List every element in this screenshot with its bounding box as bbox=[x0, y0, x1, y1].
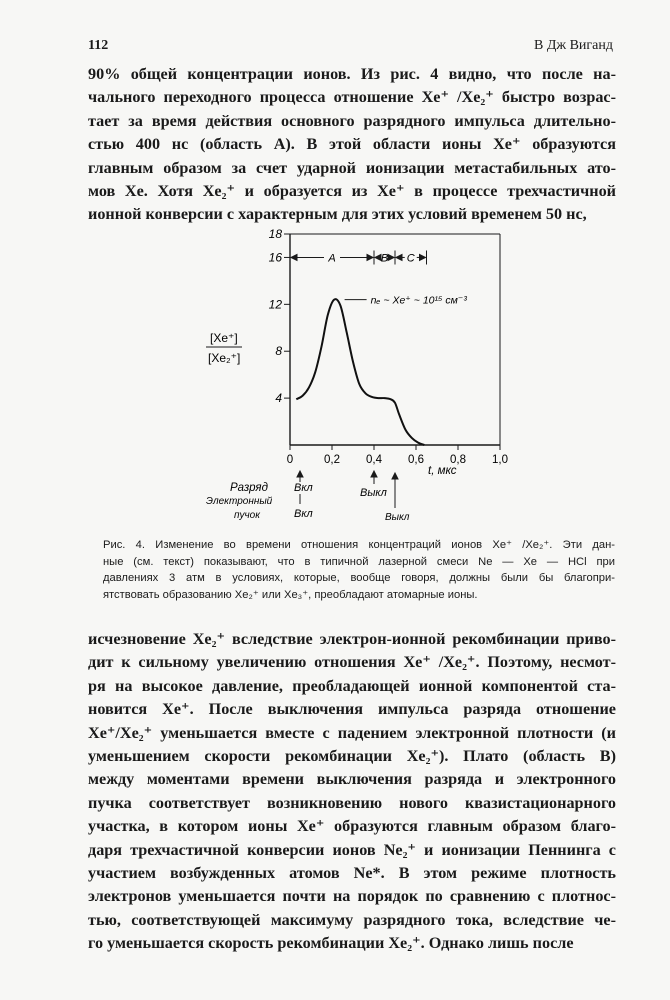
x-tick-label: 0,4 bbox=[366, 454, 382, 466]
caption-line: ные (см. текст) показывают, что в типичной лазерной смеси Ne — Xe — HCl при bbox=[103, 555, 615, 568]
ratio-curve bbox=[296, 299, 424, 445]
page-number: 112 bbox=[88, 38, 109, 53]
x-tick-label: 0,8 bbox=[450, 454, 466, 466]
caption-line: ятствовать образованию Xe₂⁺ или Xe₃⁺, преобладают атомарные ионы. bbox=[103, 588, 478, 601]
text-line: участка, в котором ионы Xe⁺ образуются главным образом благо- bbox=[88, 817, 616, 836]
text-line: 90% общей концентрации ионов. Из рис. 4 видно, что после на- bbox=[88, 65, 616, 83]
region-c-label: C bbox=[406, 252, 415, 265]
arrowhead bbox=[291, 254, 297, 260]
paragraph-bottom bbox=[88, 628, 616, 956]
y-tick-label: 4 bbox=[275, 391, 282, 406]
caption-line: давлениях 3 атм в условиях, которые, вообще говоря, должны были бы благопри- bbox=[103, 572, 615, 585]
figure-4-chart bbox=[200, 226, 530, 526]
y-tick-label: 12 bbox=[268, 297, 282, 312]
x-tick-label: 1,0 bbox=[492, 454, 508, 466]
text-line: пучка соответствует возникновению нового квазистационарного bbox=[88, 793, 616, 812]
text-line: Xe⁺/Xe₂⁺ уменьшается вместе с падением электронной плотности (и bbox=[88, 723, 616, 742]
arrowhead bbox=[396, 254, 402, 260]
text-line: дит к сильному увеличению отношения Xe⁺ /Xe₂⁺. Поэтому, несмот- bbox=[88, 653, 616, 672]
beam-label-2: пучок bbox=[234, 510, 260, 521]
text-line: новится Xe⁺. После выключения импульса разряда отношение bbox=[88, 700, 616, 719]
x-tick-label: 0,2 bbox=[324, 454, 340, 466]
text-line: даря трехчастичной конверсии ионов Ne₂⁺ и ионизации Пеннинга с bbox=[88, 840, 616, 859]
y-label-denominator: [Xe₂⁺] bbox=[208, 351, 241, 365]
x-tick-label: 0 bbox=[286, 454, 294, 466]
x-tick-label: 0,6 bbox=[408, 454, 424, 466]
arrowhead bbox=[297, 471, 303, 477]
y-tick-label: 18 bbox=[268, 227, 282, 241]
text-line: чального переходного процесса отношение Xe⁺ /Xe₂⁺ быстро возрас- bbox=[88, 88, 616, 107]
running-head: В Дж Виганд bbox=[534, 38, 613, 53]
y-tick-label: 16 bbox=[268, 250, 282, 265]
beam-label-1: Электронный bbox=[206, 496, 273, 507]
peak-annotation: nₑ ~ Xe⁺ ~ 10¹⁵ см⁻³ bbox=[370, 294, 467, 307]
text-line: исчезновение Xe₂⁺ вследствие электрон-ионной рекомбинации приво- bbox=[88, 630, 616, 648]
paragraph-top bbox=[88, 63, 616, 227]
text-line: участием возбужденных атомов Ne*. В этом режиме плотность bbox=[88, 864, 616, 883]
text-line: ря на высокое давление, преобладающей ионной компонентой ста- bbox=[88, 676, 616, 695]
discharge-label: Разряд bbox=[230, 482, 268, 494]
page-header bbox=[88, 38, 613, 58]
text-line: стью 400 нс (область A). В этой области ионы Xe⁺ образуются bbox=[88, 135, 616, 154]
beam-on-label: Вкл bbox=[294, 508, 313, 520]
y-label-numerator: [Xe⁺] bbox=[210, 331, 238, 345]
text-line: уменьшением скорости рекомбинации Xe₂⁺). Плато (область B) bbox=[88, 747, 616, 766]
text-line: го уменьшается скорость рекомбинации Xe₂⁺. Однако лишь после bbox=[88, 934, 574, 953]
text-line: главным образом за счет ударной ионизации метастабильных ато- bbox=[88, 158, 616, 177]
discharge-off-label: Выкл bbox=[360, 487, 387, 499]
discharge-on-label: Вкл bbox=[294, 482, 313, 494]
caption-line: Рис. 4. Изменение во времени отношения концентраций ионов Xe⁺ /Xe₂⁺. Эти дан- bbox=[103, 539, 615, 551]
arrowhead bbox=[367, 254, 373, 260]
arrowhead bbox=[388, 254, 394, 260]
text-line: мов Xe. Хотя Xe₂⁺ и образуется из Xe⁺ в процессе трехчастичной bbox=[88, 182, 616, 201]
text-line: электронов уменьшается почти на порядок по сравнению с плотнос- bbox=[88, 887, 616, 906]
arrowhead bbox=[392, 473, 398, 479]
arrowhead bbox=[371, 471, 377, 477]
text-line: между моментами времени выключения разряда и электронного bbox=[88, 770, 616, 789]
region-b-label: B bbox=[380, 252, 389, 265]
y-tick-label: 8 bbox=[275, 344, 282, 359]
text-line: тает за время действия основного разрядного импульса длительно- bbox=[88, 111, 616, 130]
x-axis-label: t, мкс bbox=[428, 465, 457, 477]
figure-caption bbox=[103, 537, 615, 603]
arrowhead bbox=[420, 254, 426, 260]
text-line: ионной конверсии с характерным для этих условий временем 50 нс, bbox=[88, 205, 587, 224]
beam-off-label: Выкл bbox=[385, 512, 410, 523]
region-a-label: A bbox=[328, 252, 336, 265]
text-line: тью, соответствующей максимуму разрядного тока, вследствие че- bbox=[88, 910, 616, 929]
